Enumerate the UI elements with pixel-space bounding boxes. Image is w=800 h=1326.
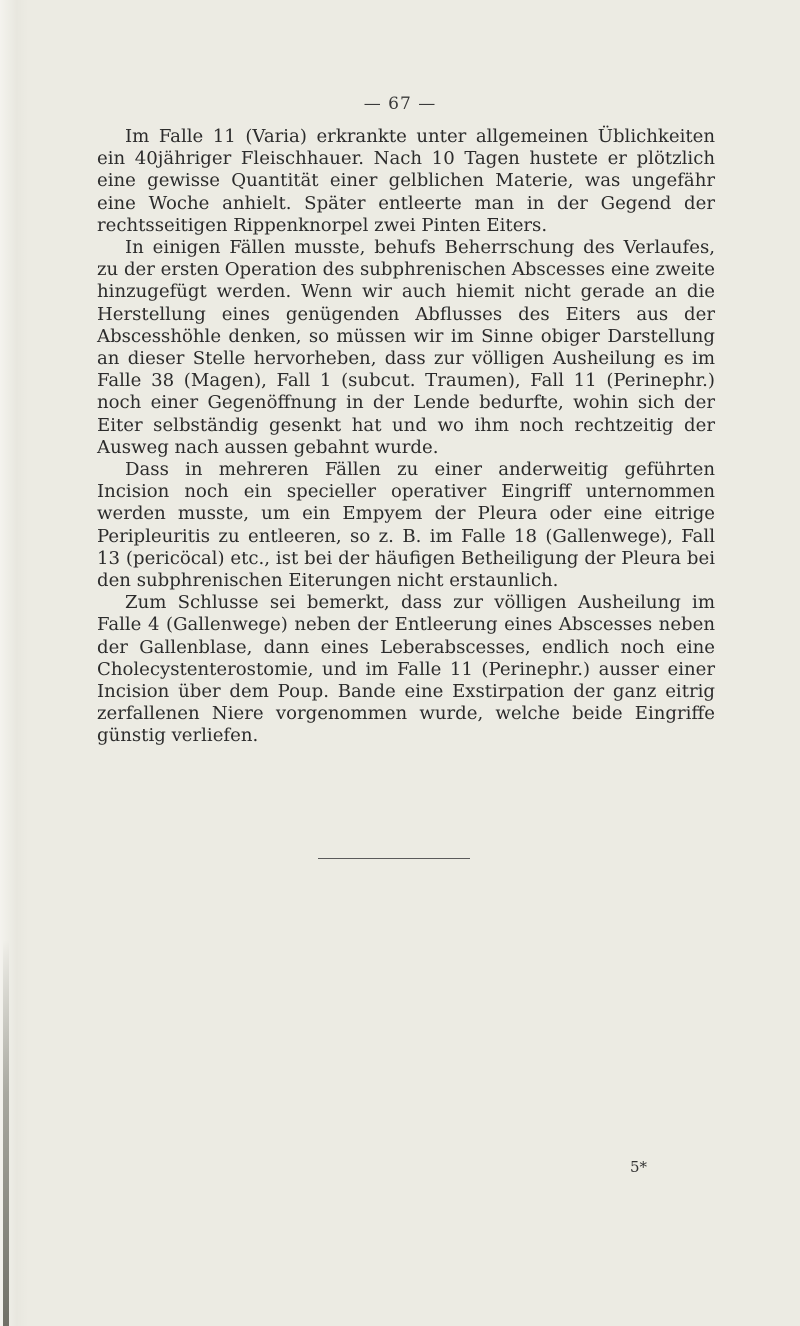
paragraph-3: Dass in mehreren Fällen zu einer anderweitig geführten Incision noch ein specieller operativer Eingriff unternommen werden musste, um ein Empyem der Pleura oder eine eitrige Peripleuritis zu entleeren, so z. B. im Falle 18 (Gallenwege), Fall 13 (pericöcal) etc., ist bei der häufigen Betheiligung der Pleura bei den subphrenischen Eiterungen nicht erstaunlich. — [97, 459, 715, 592]
page-number: — 67 — — [363, 94, 437, 114]
section-divider — [318, 858, 470, 859]
paragraph-4: Zum Schlusse sei bemerkt, dass zur völligen Ausheilung im Falle 4 (Gallenwege) neben der Entleerung eines Abscesses neben der Gallenblase, dann eines Leberabscesses, endlich noch eine Cholecystenterostomie, und im Falle 11 (Perinephr.) ausser einer Incision über dem Poup. Bande eine Exstirpation der ganz eitrig zerfallenen Niere vorgenommen wurde, welche beide Eingriffe günstig verliefen. — [97, 592, 715, 747]
paragraph-1: Im Falle 11 (Varia) erkrankte unter allgemeinen Üblichkeiten ein 40jähriger Fleischhauer. Nach 10 Tagen hustete er plötzlich eine gewisse Quantität einer gelblichen Materie, was ungefähr eine Woche anhielt. Später entleerte man in der Gegend der rechtsseitigen Rippenknorpel zwei Pinten Eiters. — [97, 126, 715, 236]
paragraph-2: In einigen Fällen musste, behufs Beherrschung des Verlaufes, zu der ersten Operation des subphrenischen Abscesses eine zweite hinzugefügt werden. Wenn wir auch hiemit nicht gerade an die Herstellung eines genügenden Abflusses des Eiters aus der Abscesshöhle denken, so müssen wir im Sinne obiger Darstellung an dieser Stelle hervorheben, dass zur völligen Ausheilung es im Falle 38 (Magen), Fall 1 (subcut. Traumen), Fall 11 (Perinephr.) noch einer Gegenöffnung in der Lende bedurfte, wohin sich der Eiter selbständig gesenkt hat und wo ihm noch rechtzeitig der Ausweg nach aussen gebahnt wurde. — [97, 237, 715, 458]
binding-edge — [3, 940, 9, 1326]
signature-mark: 5* — [630, 1158, 648, 1176]
body-text — [97, 126, 715, 748]
